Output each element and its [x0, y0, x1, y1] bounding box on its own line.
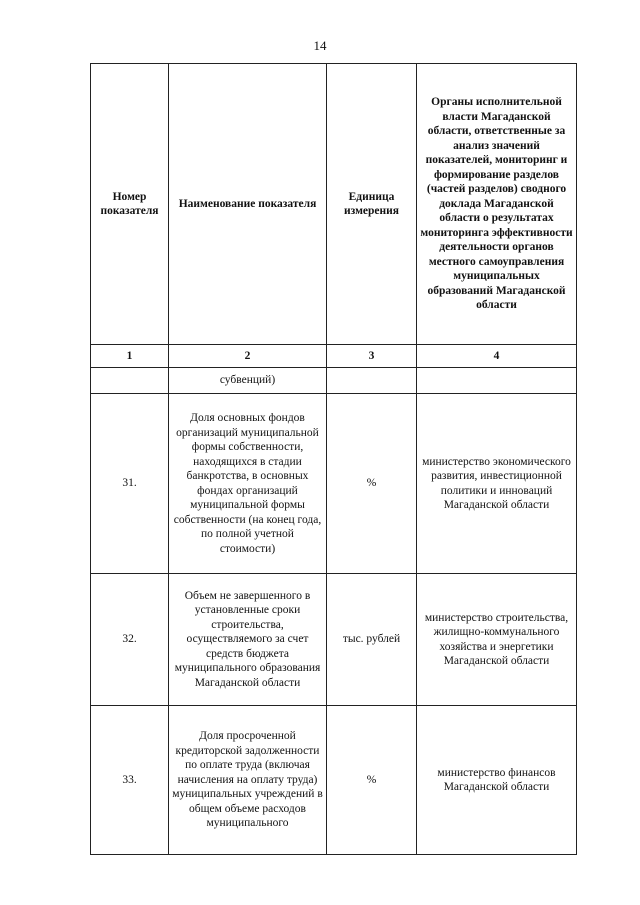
header-indicator-number: Номер показателя: [91, 64, 169, 345]
column-number: 1: [91, 345, 169, 368]
cell-org: министерство строительства, жилищно-коммунального хозяйства и энергетики Магаданской области: [417, 574, 577, 706]
continuation-row: [91, 368, 577, 394]
column-number: 2: [169, 345, 327, 368]
column-number-row: [91, 345, 577, 368]
cell-unit: %: [327, 394, 417, 574]
cell-number: 33.: [91, 706, 169, 855]
header-indicator-name: Наименование показателя: [169, 64, 327, 345]
cell-name: Доля просроченной кредиторской задолженности по оплате труда (включая начисления на оплату труда) муниципальных учреждений в общем объеме расходов муниципального: [169, 706, 327, 855]
table-row: [91, 574, 577, 706]
cell-unit: [327, 368, 417, 394]
header-responsible-bodies: Органы исполнительной власти Магаданской области, ответственные за анализ значений показателей, мониторинг и формирование разделов (частей разделов) сводного доклада Магаданской области о результатах мониторинга эффективности деятельности органов местного самоуправления муниципальных образований Магаданской области: [417, 64, 577, 345]
cell-name: Объем не завершенного в установленные сроки строительства, осуществляемого за счет средств бюджета муниципального образования Магаданской области: [169, 574, 327, 706]
cell-org: [417, 368, 577, 394]
cell-org: министерство финансов Магаданской области: [417, 706, 577, 855]
header-row: [91, 64, 577, 345]
cell-org: министерство экономического развития, инвестиционной политики и инноваций Магаданской области: [417, 394, 577, 574]
cell-unit: %: [327, 706, 417, 855]
cell-name: Доля основных фондов организаций муниципальной формы собственности, находящихся в стадии банкротства, в основных фондах организаций муниципальной формы собственности (на конец года, по полной учетной стоимости): [169, 394, 327, 574]
cell-number: 31.: [91, 394, 169, 574]
column-number: 3: [327, 345, 417, 368]
page-number: 14: [313, 38, 327, 53]
table-row: [91, 706, 577, 855]
cell-number: 32.: [91, 574, 169, 706]
indicators-table: [90, 63, 577, 855]
column-number: 4: [417, 345, 577, 368]
cell-number: [91, 368, 169, 394]
table-row: [91, 394, 577, 574]
cell-unit: тыс. рублей: [327, 574, 417, 706]
header-unit: Единица измерения: [327, 64, 417, 345]
cell-name: субвенций): [169, 368, 327, 394]
